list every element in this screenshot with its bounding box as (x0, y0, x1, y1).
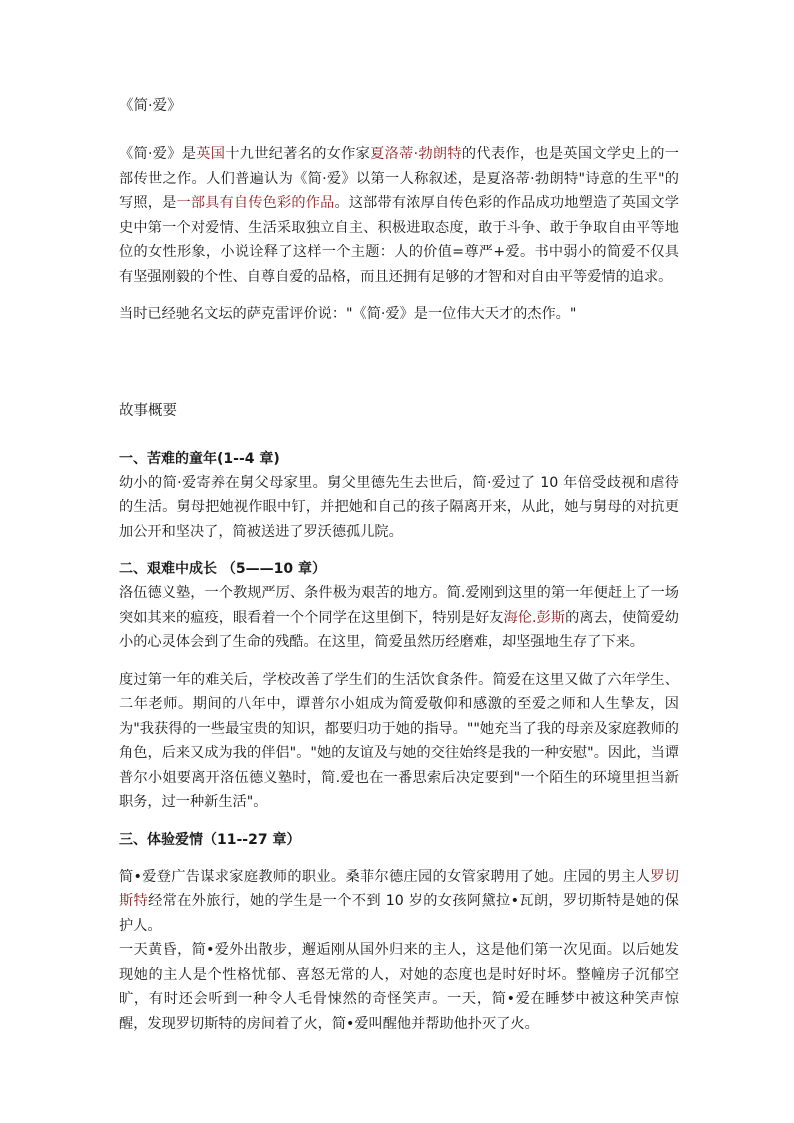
intro-paragraph (119, 142, 679, 289)
section-3-body-1 (119, 865, 679, 939)
section-3-text-2: 经常在外旅行，她的学生是一个不到 10 岁的女孩阿黛拉•瓦朗，罗切斯特是她的保护人。 (119, 893, 679, 934)
section-1-heading: 一、苦难的童年(1--4 章) (119, 450, 280, 467)
summary-title: 故事概要 (119, 402, 177, 419)
section-3-text-1: 简•爱登广告谋求家庭教师的职业。桑菲尔德庄园的女管家聘用了她。庄园的男主人 (119, 868, 651, 885)
section-2-body-2: 度过第一年的难关后，学校改善了学生们的生活饮食条件。简爱在这里又做了六年学生、二年老师。期间的八年中，谭普尔小姐成为简爱敬仰和感激的至爱之师和人生挚友，因为"我获得的一些最宝贵的知识，都要归功于她的指导。""她充当了我的母亲及家庭教师的角色，后来又成为我的伴侣"。"她的友谊及与她的交往始终是我的一种安慰"。因此，当谭普尔小姐要离开洛伍德义塾时，简.爱也在一番思索后决定要到"一个陌生的环境里担当新职务，过一种新生活"。 (119, 671, 679, 810)
link-helen-burns[interactable]: 海伦.彭斯 (503, 609, 566, 626)
section-2-body-1 (119, 581, 679, 655)
intro-text-2: 十九世纪著名的女作家 (225, 146, 371, 162)
link-autobiographical-work[interactable]: 一部具有自传色彩的作品 (176, 195, 335, 211)
link-england[interactable]: 英国 (196, 146, 226, 162)
intro-text-3: 的代表作，也是英国文学史上的一部传世之作。人们普遍认为《简·爱》以第一人称叙述，是夏洛蒂·勃朗特"诗意的生平"的写照，是 (119, 146, 679, 211)
section-2-text-2: 的离去，使简爱幼小的心灵体会到了生命的残酷。在这里，简爱虽然历经磨难，却坚强地生存了下来。 (119, 609, 679, 650)
section-3-body-2: 一天黄昏，简•爱外出散步，邂逅刚从国外归来的主人，这是他们第一次见面。以后她发现她的主人是个性格忧郁、喜怒无常的人，对她的态度也是时好时坏。整幢房子沉郁空旷，有时还会听到一种令人毛骨悚然的奇怪笑声。一天，简•爱在睡梦中被这种笑声惊醒，发现罗切斯特的房间着了火，简•爱叫醒他并帮助他扑灭了火。 (119, 942, 679, 1032)
document-page (119, 94, 679, 1036)
thackeray-quote: 当时已经驰名文坛的萨克雷评价说："《简·爱》是一位伟大天才的杰作。" (119, 306, 577, 322)
intro-text-4: 。这部带有浓厚自传色彩的作品成功地塑造了英国文学史中第一个对爱情、生活采取独立自主、积极进取态度，敢于斗争、敢于争取自由平等地位的女性形象，小说诠释了这样一个主题：人的价值=尊严+爱。书中弱小的简爱不仅具有坚强刚毅的个性、自尊自爱的品格，而且还拥有足够的才智和对自由平等爱情的追求。 (119, 195, 679, 285)
section-3-heading: 三、体验爱情（11--27 章） (119, 831, 301, 848)
section-1-body: 幼小的简·爱寄养在舅父母家里。舅父里德先生去世后，简·爱过了 10 年倍受歧视和虐待的生活。舅母把她视作眼中钉，并把她和自己的孩子隔离开来，从此，她与舅母的对抗更加公开和坚决了，简被送进了罗沃德孤儿院。 (119, 474, 679, 540)
link-rochester[interactable]: 罗切斯特 (119, 868, 679, 909)
section-2-heading: 二、艰难中成长 （5——10 章） (119, 561, 326, 577)
section-2-text-1: 洛伍德义塾，一个教规严厉、条件极为艰苦的地方。简.爱刚到这里的第一年便赶上了一场突如其来的瘟疫，眼看着一个个同学在这里倒下，特别是好友 (119, 585, 679, 626)
document-title: 《简·爱》 (119, 98, 182, 114)
intro-text-1: 《简·爱》是 (119, 146, 197, 162)
link-charlotte-bronte[interactable]: 夏洛蒂·勃朗特 (370, 146, 462, 162)
